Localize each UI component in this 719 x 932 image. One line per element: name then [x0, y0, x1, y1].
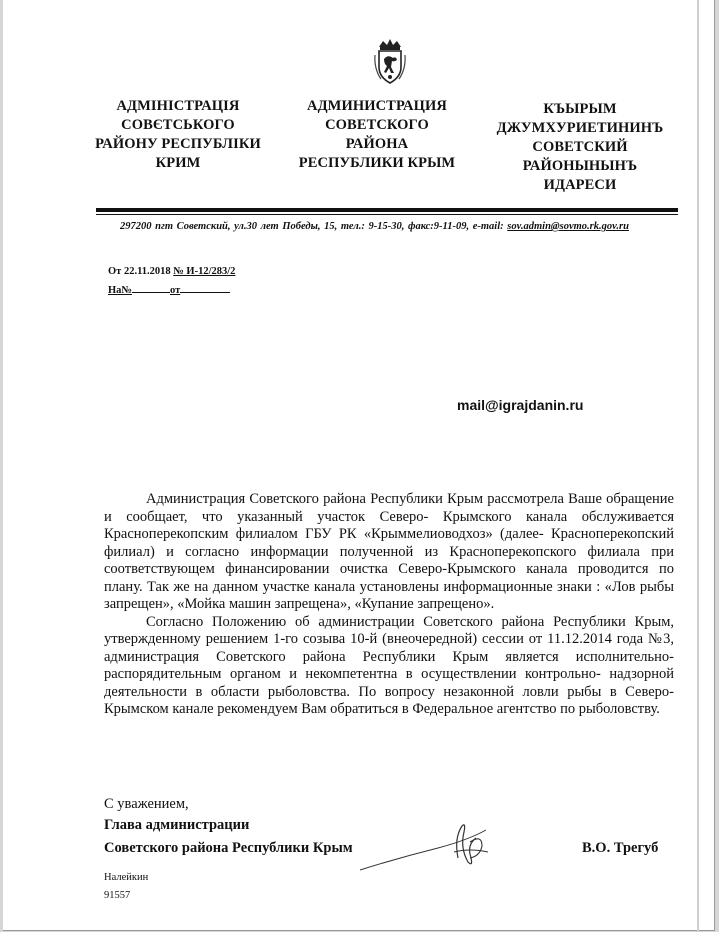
address-text: 297200 пгт Советский, ул.30 лет Победы, 15, тел.: 9-15-30, факс:9-11-09, e-mail:	[120, 221, 508, 232]
body-paragraph-2: Согласно Положению об администрации Советского района Республики Крым, утвержденному решением 1-го созыва 10-й (внеочередной) сессии от 11.12.2014 года №3, администрация Советского района Республики Крым является исполнительно- распорядительным органом и некомпетентна в осуществлении контрольно- надзорной деятельности в области рыболовства. По вопросу незаконной ловли рыбы в Северо- Крымском канале рекомендуем Вам обратиться в Федеральное агентство по рыболовству.	[104, 613, 674, 717]
outgoing-reference	[108, 266, 235, 277]
signer-name: В.О. Трегуб	[582, 840, 659, 856]
header-divider-thin	[96, 214, 678, 215]
executor-name: Налейкин	[104, 872, 149, 883]
header-divider	[96, 208, 678, 212]
handwritten-signature	[358, 818, 498, 878]
reply-date-blank	[180, 283, 230, 293]
header-russian: АДМИНИСТРАЦИЯ СОВЕТСКОГО РАЙОНА РЕСПУБЛИКИ КРЫМ	[298, 98, 456, 171]
header-crimean-tatar: КЪЫРЫМ ДЖУМХУРИЕТИНИНЪ СОВЕТСКИЙ РАЙОНЫНЫНЪ ИДАРЕСИ	[496, 101, 664, 193]
reference-number: № И-12/283/2	[173, 266, 236, 277]
executor-phone: 91557	[104, 890, 131, 901]
incoming-reference	[108, 283, 230, 296]
address-email: sov.admin@sovmo.rk.gov.ru	[507, 221, 629, 232]
letter-body	[104, 491, 674, 719]
page-edge	[697, 0, 699, 932]
body-paragraph-1: Администрация Советского района Республики Крым рассмотрела Ваше обращение и сообщает, что указанный участок Северо- Крымского канала обслуживается Красноперекопским филиалом ГБУ РК «Крыммелиоводхоз» (далее- Красноперекопский филиал) и согласно информации полученной из Красноперекопского филиала при соответствующем финансировании очистка Северо-Крымского канала проводится по плану. Так же на данном участке канала установлены информационные знаки : «Лов рыбы запрещен», «Мойка машин запрещена», «Купание запрещено».	[104, 491, 674, 612]
signer-position-1: Глава администрации	[104, 817, 250, 833]
signer-position-2: Советского района Республики Крым	[104, 840, 353, 856]
recipient-email: mail@igrajdanin.ru	[457, 397, 584, 413]
header-ukrainian: АДМІНІСТРАЦІЯ СОВЄТСЬКОГО РАЙОНУ РЕСПУБЛІКИ КРИМ	[95, 98, 261, 171]
address-line	[120, 221, 680, 232]
closing-regards: С уважением,	[104, 796, 189, 812]
reply-label: На№	[108, 285, 132, 296]
from-label: от	[169, 285, 181, 296]
reply-number-blank	[132, 283, 170, 293]
reference-date: От 22.11.2018	[108, 266, 174, 277]
crimea-coat-of-arms-icon	[373, 37, 407, 87]
